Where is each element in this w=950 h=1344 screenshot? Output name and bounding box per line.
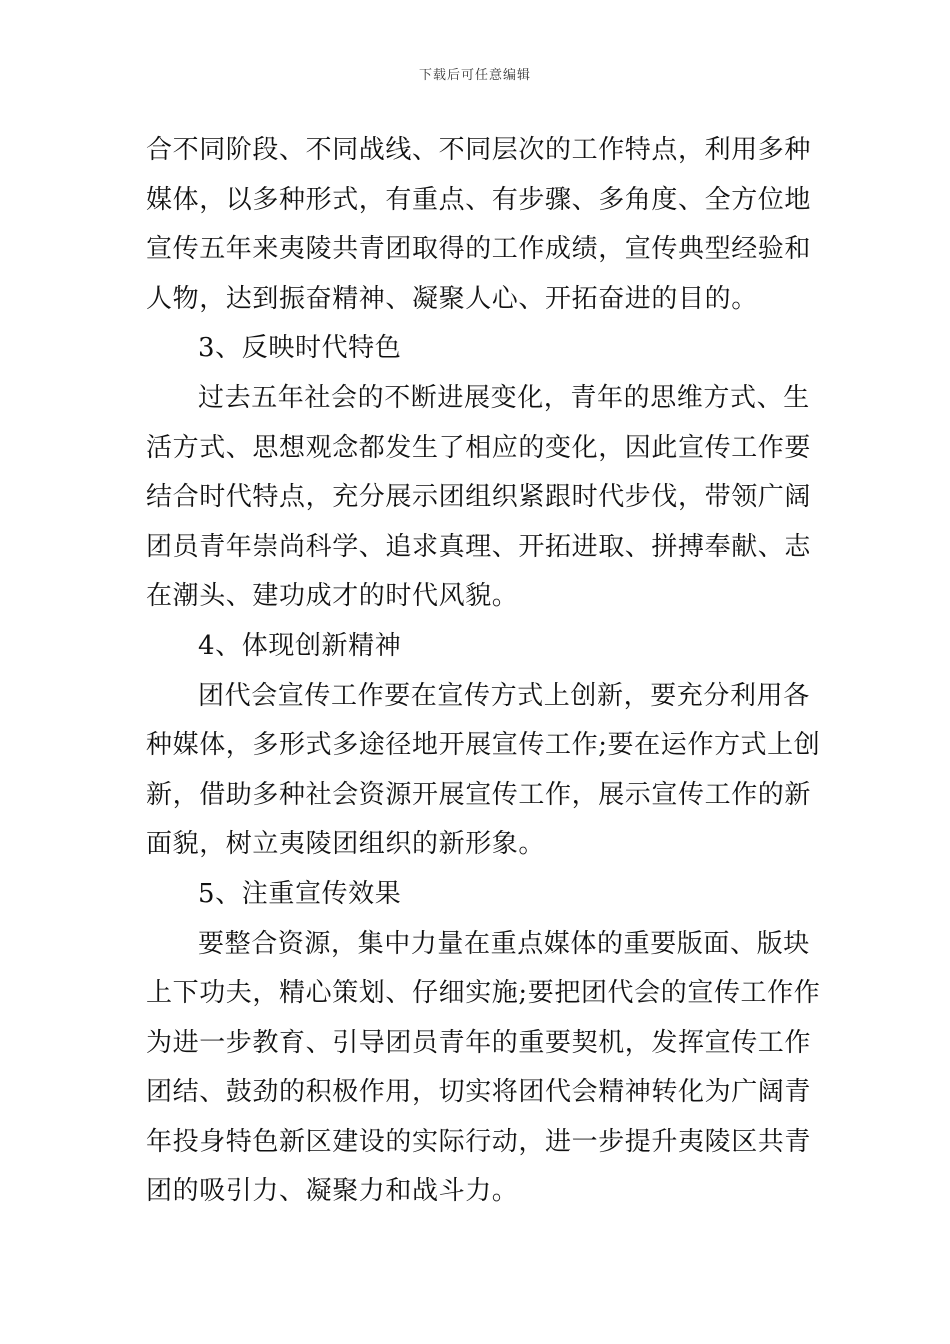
text-line: 种媒体，多形式多途径地开展宣传工作;要在运作方式上创	[146, 730, 821, 761]
text-line: 过去五年社会的不断进展变化，青年的思维方式、生	[198, 382, 810, 413]
section-heading: 5、注重宣传效果	[198, 878, 402, 909]
text-line: 在潮头、建功成才的时代风貌。	[146, 581, 519, 612]
text-line: 年投身特色新区建设的实际行动，进一步提升夷陵区共青	[146, 1126, 812, 1157]
text-line: 团员青年崇尚科学、追求真理、开拓进取、拼搏奉献、志	[146, 531, 812, 562]
text-line: 要整合资源，集中力量在重点媒体的重要版面、版块	[198, 928, 810, 959]
text-line: 上下功夫，精心策划、仔细实施;要把团代会的宣传工作作	[146, 978, 821, 1009]
section-heading: 3、反映时代特色	[198, 333, 402, 364]
text-line: 合不同阶段、不同战线、不同层次的工作特点，利用多种	[146, 135, 812, 165]
section-heading: 4、体现创新精神	[198, 630, 402, 661]
text-line: 人物，达到振奋精神、凝聚人心、开拓奋进的目的。	[146, 283, 758, 314]
text-line: 媒体，以多种形式，有重点、有步骤、多角度、全方位地	[146, 184, 812, 215]
text-line: 面貌，树立夷陵团组织的新形象。	[146, 829, 546, 860]
text-line: 宣传五年来夷陵共青团取得的工作成绩，宣传典型经验和	[146, 234, 812, 265]
text-line: 团结、鼓劲的积极作用，切实将团代会精神转化为广阔青	[146, 1077, 812, 1108]
text-line: 新，借助多种社会资源开展宣传工作，展示宣传工作的新	[146, 779, 812, 810]
text-line: 活方式、思想观念都发生了相应的变化，因此宣传工作要	[146, 432, 812, 463]
document-body	[146, 126, 821, 1217]
page-header: 下载后可任意编辑	[418, 68, 531, 83]
text-line: 团代会宣传工作要在宣传方式上创新，要充分利用各	[198, 680, 810, 711]
text-line: 结合时代特点，充分展示团组织紧跟时代步伐，带领广阔	[146, 482, 812, 513]
text-line: 团的吸引力、凝聚力和战斗力。	[146, 1176, 519, 1207]
text-line: 为进一步教育、引导团员青年的重要契机，发挥宣传工作	[146, 1027, 812, 1058]
